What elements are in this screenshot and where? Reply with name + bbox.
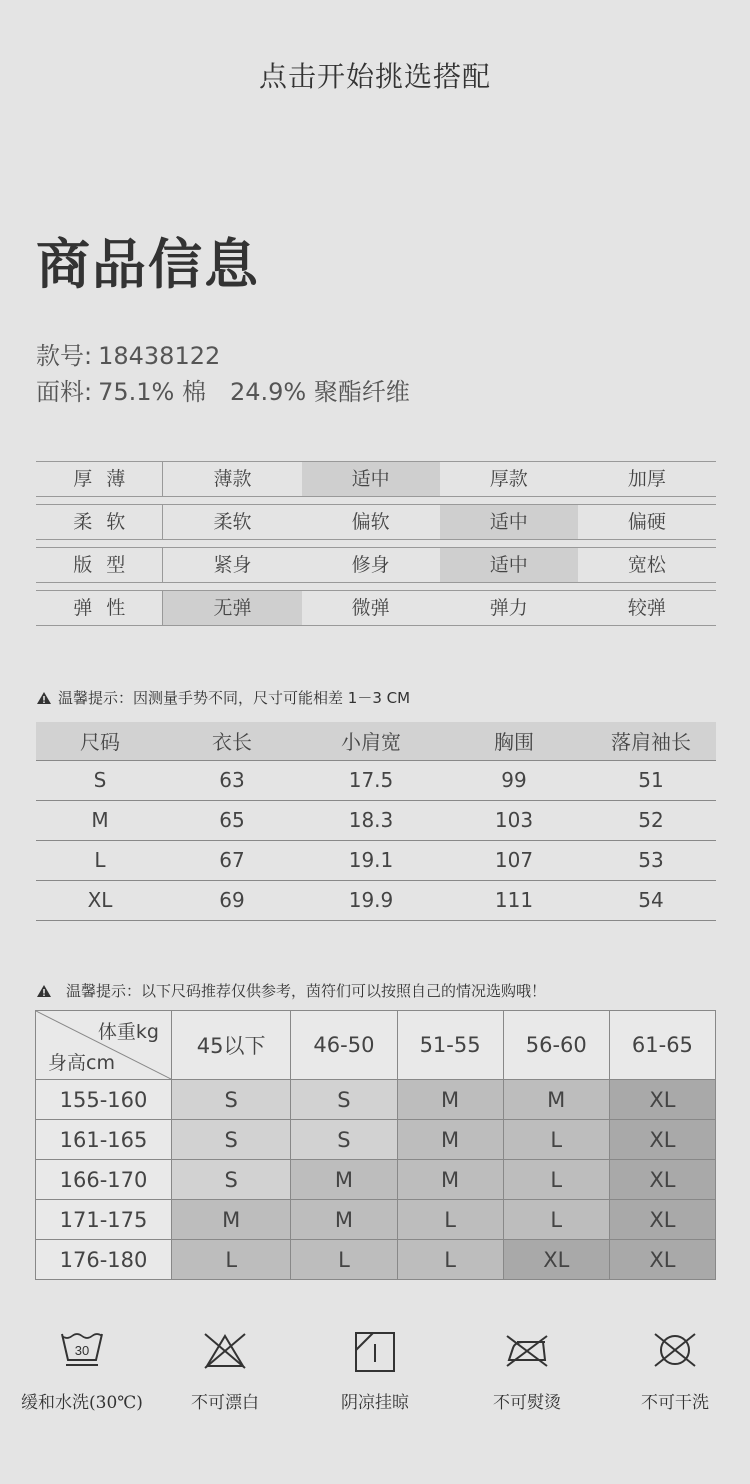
height-range-cell: 176-180 xyxy=(36,1240,172,1280)
care-label: 不可熨烫 xyxy=(493,1393,561,1413)
table-row xyxy=(36,1160,716,1200)
measure-tip xyxy=(36,687,410,708)
recommended-size-cell: XL xyxy=(609,1240,715,1280)
weight-range-header: 61-65 xyxy=(609,1011,715,1080)
corner-cell xyxy=(36,1011,172,1080)
recommended-size-cell: M xyxy=(397,1160,503,1200)
svg-text:30: 30 xyxy=(74,1343,90,1358)
care-wash xyxy=(2,1330,162,1413)
fabric-info xyxy=(36,372,410,407)
recommended-size-cell: XL xyxy=(609,1200,715,1240)
style-label: 款号: xyxy=(36,342,93,370)
style-number xyxy=(36,336,220,371)
style-value: 18438122 xyxy=(98,342,221,370)
height-range-cell: 171-175 xyxy=(36,1200,172,1240)
table-row xyxy=(36,760,716,800)
table-row xyxy=(36,1200,716,1240)
size-cell: 54 xyxy=(586,880,716,920)
size-cell: 69 xyxy=(164,880,300,920)
attribute-label: 厚薄 xyxy=(36,462,163,496)
attribute-option: 紧身 xyxy=(213,554,252,576)
size-table xyxy=(36,722,716,921)
weight-range-header: 56-60 xyxy=(503,1011,609,1080)
attribute-option: 宽松 xyxy=(627,554,666,576)
size-cell: M xyxy=(36,800,164,840)
size-cell: 51 xyxy=(586,760,716,800)
size-header: 衣长 xyxy=(164,722,300,760)
attribute-option: 修身 xyxy=(351,554,390,576)
shade-dry-icon xyxy=(351,1330,399,1374)
recommended-size-cell: L xyxy=(291,1240,397,1280)
care-label: 不可干洗 xyxy=(641,1393,709,1413)
attribute-label: 柔软 xyxy=(36,505,163,539)
attribute-option: 无弹 xyxy=(163,591,301,625)
recommended-size-cell: S xyxy=(172,1080,291,1120)
recommended-size-cell: L xyxy=(397,1240,503,1280)
table-row xyxy=(36,800,716,840)
height-range-cell: 161-165 xyxy=(36,1120,172,1160)
recommended-size-cell: S xyxy=(291,1120,397,1160)
table-row xyxy=(36,1120,716,1160)
care-iron xyxy=(457,1330,597,1413)
recommended-size-cell: M xyxy=(291,1200,397,1240)
care-label: 缓和水洗(30℃) xyxy=(21,1393,143,1413)
table-row xyxy=(36,1240,716,1280)
size-cell: 63 xyxy=(164,760,300,800)
measure-tip-text: 温馨提示：因测量手势不同，尺寸可能相差 1－3 CM xyxy=(58,689,411,707)
attribute-option: 薄款 xyxy=(213,468,252,490)
recommended-size-cell: XL xyxy=(609,1160,715,1200)
recommended-size-cell: L xyxy=(503,1200,609,1240)
table-row xyxy=(36,880,716,920)
size-cell: 107 xyxy=(442,840,586,880)
care-bleach xyxy=(155,1330,295,1413)
no-dry-clean-icon xyxy=(651,1330,699,1370)
care-dryclean xyxy=(605,1330,745,1413)
size-cell: S xyxy=(36,760,164,800)
recommended-size-cell: L xyxy=(397,1200,503,1240)
size-cell: 19.1 xyxy=(300,840,442,880)
attribute-table xyxy=(36,461,716,633)
recommended-size-cell: XL xyxy=(609,1080,715,1120)
size-header: 胸围 xyxy=(442,722,586,760)
size-cell: XL xyxy=(36,880,164,920)
size-header: 落肩袖长 xyxy=(586,722,716,760)
size-cell: L xyxy=(36,840,164,880)
weight-range-header: 46-50 xyxy=(291,1011,397,1080)
no-iron-icon xyxy=(503,1330,551,1370)
recommended-size-cell: XL xyxy=(503,1240,609,1280)
attribute-option: 适中 xyxy=(302,462,440,496)
size-cell: 67 xyxy=(164,840,300,880)
care-label: 阴凉挂晾 xyxy=(341,1393,409,1413)
care-dry xyxy=(305,1330,445,1413)
size-header: 尺码 xyxy=(36,722,164,760)
table-row xyxy=(36,840,716,880)
attribute-label: 版型 xyxy=(36,548,163,582)
recommended-size-cell: L xyxy=(503,1120,609,1160)
recommended-size-cell: S xyxy=(172,1160,291,1200)
recommended-size-cell: S xyxy=(172,1120,291,1160)
size-cell: 65 xyxy=(164,800,300,840)
attribute-option: 适中 xyxy=(440,548,578,582)
recommended-size-cell: M xyxy=(503,1080,609,1120)
attribute-row xyxy=(36,504,716,540)
height-range-cell: 166-170 xyxy=(36,1160,172,1200)
attribute-option: 加厚 xyxy=(627,468,666,490)
recommended-size-cell: S xyxy=(291,1080,397,1120)
attribute-option: 弹力 xyxy=(489,597,528,619)
size-recommend-table xyxy=(35,1010,716,1280)
warning-icon xyxy=(36,691,52,705)
recommend-tip-text: 温馨提示：以下尺码推荐仅供参考，茵符们可以按照自己的情况选购哦！ xyxy=(66,982,547,1000)
no-bleach-icon xyxy=(201,1330,249,1370)
attribute-option: 厚款 xyxy=(489,468,528,490)
recommend-tip xyxy=(36,980,546,1001)
recommended-size-cell: M xyxy=(172,1200,291,1240)
fabric-value-2: 24.9% 聚酯纤维 xyxy=(229,378,410,406)
attribute-label: 弹性 xyxy=(36,591,163,625)
table-row xyxy=(36,1080,716,1120)
match-link[interactable]: 点击开始挑选搭配 xyxy=(258,60,491,93)
warning-icon xyxy=(36,984,52,998)
attribute-option: 偏软 xyxy=(351,511,390,533)
attribute-option: 偏硬 xyxy=(627,511,666,533)
weight-range-header: 51-55 xyxy=(397,1011,503,1080)
size-cell: 111 xyxy=(442,880,586,920)
height-range-cell: 155-160 xyxy=(36,1080,172,1120)
weight-header: 体重kg xyxy=(97,1021,159,1043)
recommended-size-cell: M xyxy=(291,1160,397,1200)
size-header: 小肩宽 xyxy=(300,722,442,760)
attribute-option: 微弹 xyxy=(351,597,390,619)
attribute-row xyxy=(36,547,716,583)
attribute-row xyxy=(36,590,716,626)
fabric-value-1: 75.1% 棉 xyxy=(98,378,206,406)
size-cell: 17.5 xyxy=(300,760,442,800)
size-cell: 19.9 xyxy=(300,880,442,920)
recommended-size-cell: XL xyxy=(609,1120,715,1160)
size-cell: 18.3 xyxy=(300,800,442,840)
size-cell: 53 xyxy=(586,840,716,880)
height-header: 身高cm xyxy=(48,1052,115,1074)
care-label: 不可漂白 xyxy=(191,1393,259,1413)
attribute-option: 较弹 xyxy=(627,597,666,619)
section-title: 商品信息 xyxy=(36,232,260,296)
wash-30-icon xyxy=(58,1330,106,1370)
size-cell: 99 xyxy=(442,760,586,800)
recommended-size-cell: L xyxy=(503,1160,609,1200)
fabric-label: 面料: xyxy=(36,378,93,406)
recommended-size-cell: M xyxy=(397,1120,503,1160)
recommended-size-cell: L xyxy=(172,1240,291,1280)
size-cell: 103 xyxy=(442,800,586,840)
attribute-option: 柔软 xyxy=(213,511,252,533)
attribute-row xyxy=(36,461,716,497)
size-cell: 52 xyxy=(586,800,716,840)
attribute-option: 适中 xyxy=(440,505,578,539)
recommended-size-cell: M xyxy=(397,1080,503,1120)
weight-range-header: 45以下 xyxy=(172,1011,291,1080)
